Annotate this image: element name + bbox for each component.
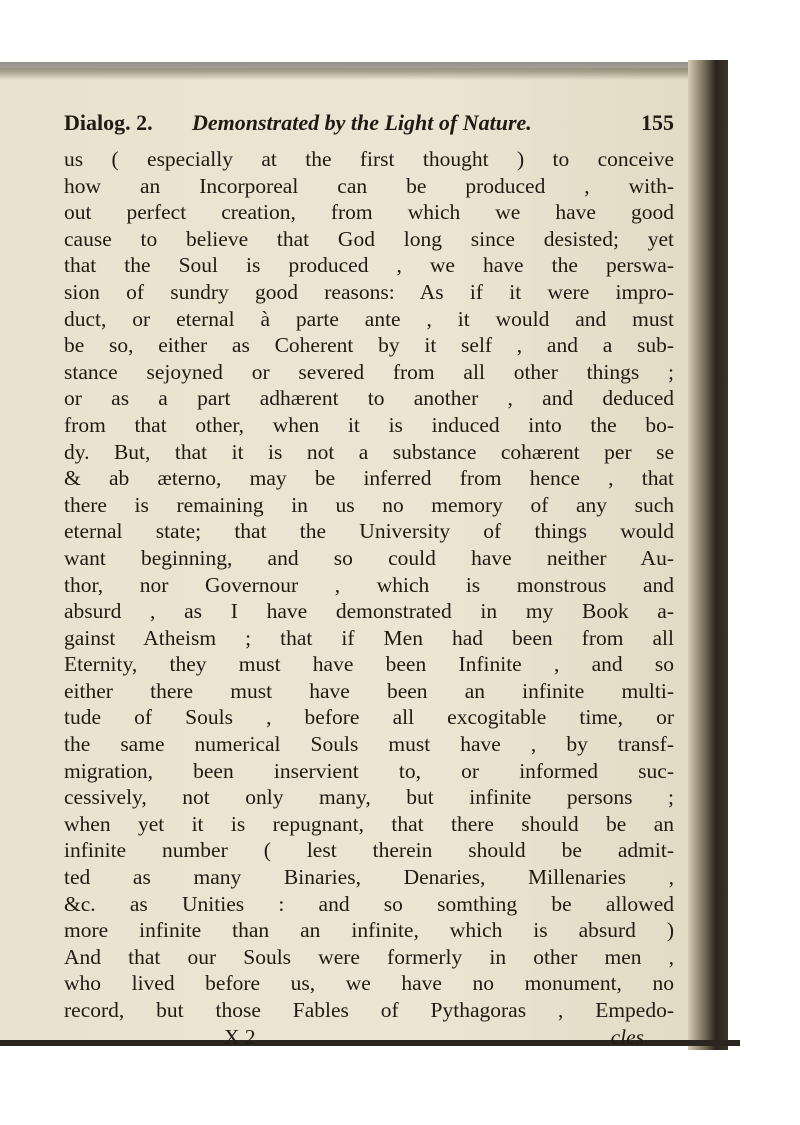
binding-gutter bbox=[688, 60, 728, 1050]
text-line: the same numerical Souls must have , by transf- bbox=[64, 732, 674, 757]
text-line: when yet it is repugnant, that there should be an bbox=[64, 811, 674, 836]
text-line: out perfect creation, from which we have good bbox=[64, 200, 674, 225]
text-line: tude of Souls , before all excogitable time, or bbox=[64, 705, 674, 730]
text-line: & ab æterno, may be inferred from hence , that bbox=[64, 466, 674, 491]
text-line: cessively, not only many, but infinite persons ; bbox=[64, 785, 674, 810]
text-line: And that our Souls were formerly in other men , bbox=[64, 944, 674, 969]
text-line: &c. as Unities : and so somthing be allowed bbox=[64, 891, 674, 916]
text-line: cause to believe that God long since desisted; yet bbox=[64, 226, 674, 251]
page-footer bbox=[64, 1024, 674, 1050]
dialog-label: Dialog. 2. bbox=[64, 110, 153, 135]
running-header bbox=[64, 110, 674, 144]
text-line: Eternity, they must have been Infinite , and so bbox=[64, 652, 674, 677]
page-top-shadow bbox=[0, 62, 720, 80]
running-title: Demonstrated by the Light of Nature. bbox=[192, 110, 532, 135]
text-line: either there must have been an infinite multi- bbox=[64, 678, 674, 703]
text-line: that the Soul is produced , we have the perswa- bbox=[64, 253, 674, 278]
text-line: eternal state; that the University of things would bbox=[64, 519, 674, 544]
text-line: record, but those Fables of Pythagoras , Empedo- bbox=[64, 998, 674, 1022]
text-line: duct, or eternal à parte ante , it would and must bbox=[64, 306, 674, 331]
text-line: stance sejoyned or severed from all other things ; bbox=[64, 359, 674, 384]
signature-mark: X 2 bbox=[224, 1024, 256, 1049]
text-line: more infinite than an infinite, which is absurd ) bbox=[64, 918, 674, 943]
text-line: how an Incorporeal can be produced , with- bbox=[64, 173, 674, 198]
text-line: sion of sundry good reasons: As if it were impro- bbox=[64, 279, 674, 304]
text-line: be so, either as Coherent by it self , and a sub- bbox=[64, 333, 674, 358]
page-number: 155 bbox=[641, 110, 674, 135]
text-line: there is remaining in us no memory of any such bbox=[64, 492, 674, 517]
text-line: migration, been inservient to, or informed suc- bbox=[64, 758, 674, 783]
text-line: ted as many Binaries, Denaries, Millenaries , bbox=[64, 865, 674, 890]
text-line: absurd , as I have demonstrated in my Book a- bbox=[64, 599, 674, 624]
catchword: cles bbox=[610, 1024, 644, 1049]
body-text bbox=[64, 146, 674, 1050]
text-line: want beginning, and so could have neither Au- bbox=[64, 545, 674, 570]
text-line: gainst Atheism ; that if Men had been from all bbox=[64, 625, 674, 650]
text-line: us ( especially at the first thought ) to conceive bbox=[64, 147, 674, 171]
text-line: dy. But, that it is not a substance cohærent per se bbox=[64, 439, 674, 464]
text-line: infinite number ( lest therein should be admit- bbox=[64, 838, 674, 863]
text-line: thor, nor Governour , which is monstrous and bbox=[64, 572, 674, 597]
text-line: who lived before us, we have no monument, no bbox=[64, 971, 674, 996]
text-line: or as a part adhærent to another , and deduced bbox=[64, 386, 674, 411]
text-line: from that other, when it is induced into the bo- bbox=[64, 412, 674, 437]
